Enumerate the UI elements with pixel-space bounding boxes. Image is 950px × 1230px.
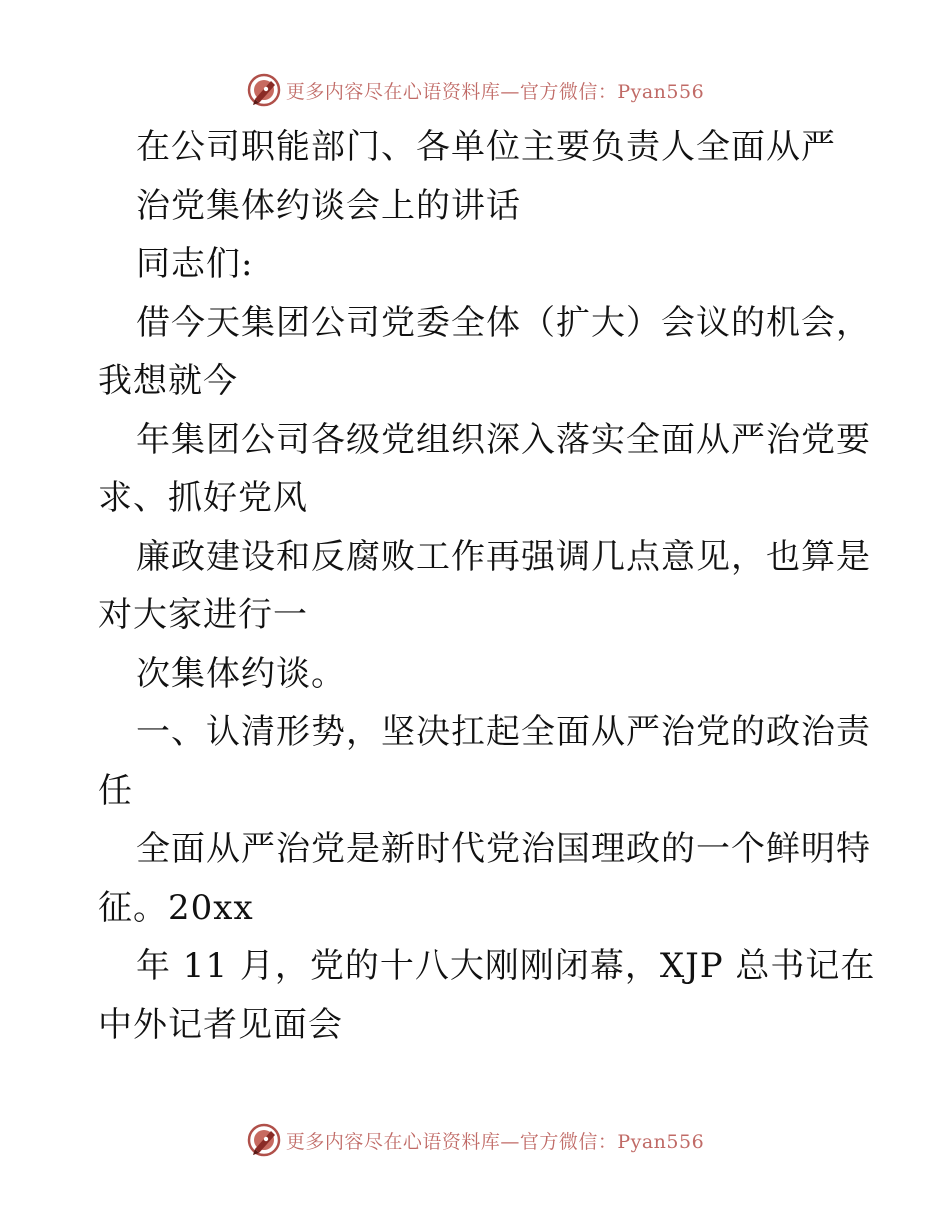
- text-line: 次集体约谈。: [136, 653, 346, 694]
- text-line: 求、抓好党风: [98, 478, 308, 518]
- text-line: 全面从严治党是新时代党治国理政的一个鲜明特: [136, 829, 871, 869]
- footer-banner-content[interactable]: [246, 1122, 704, 1158]
- text-line: 中外记者见面会: [98, 1004, 343, 1045]
- pen-logo-icon: [246, 1122, 282, 1158]
- header-banner-text: 更多内容尽在心语资料库—官方微信：Pyan556: [285, 80, 705, 103]
- text-line: 一、认清形势，坚决扛起全面从严治党的政治责: [136, 712, 871, 752]
- text-line: 征。20xx: [98, 887, 254, 928]
- header-banner: [0, 68, 950, 112]
- text-line: 同志们:: [136, 244, 254, 284]
- text-line: 年 11 月，党的十八大刚刚闭幕，XJP 总书记在: [136, 946, 876, 986]
- footer-banner-text: 更多内容尽在心语资料库—官方微信：Pyan556: [285, 1130, 705, 1153]
- text-line: 对大家进行一: [98, 595, 308, 635]
- text-line: 年集团公司各级党组织深入落实全面从严治党要: [136, 419, 871, 460]
- text-line: 在公司职能部门、各单位主要负责人全面从严: [136, 127, 836, 167]
- pen-logo-icon: [246, 72, 282, 108]
- footer-banner: [0, 1118, 950, 1162]
- header-banner-content[interactable]: [246, 72, 704, 108]
- text-line: 廉政建设和反腐败工作再强调几点意见，也算是: [136, 536, 871, 577]
- document-body: [98, 118, 876, 1054]
- text-line: 治党集体约谈会上的讲话: [136, 185, 521, 226]
- text-line: 我想就今: [98, 361, 238, 401]
- text-line: 借今天集团公司党委全体（扩大）会议的机会，: [136, 302, 871, 343]
- text-line: 任: [98, 770, 133, 811]
